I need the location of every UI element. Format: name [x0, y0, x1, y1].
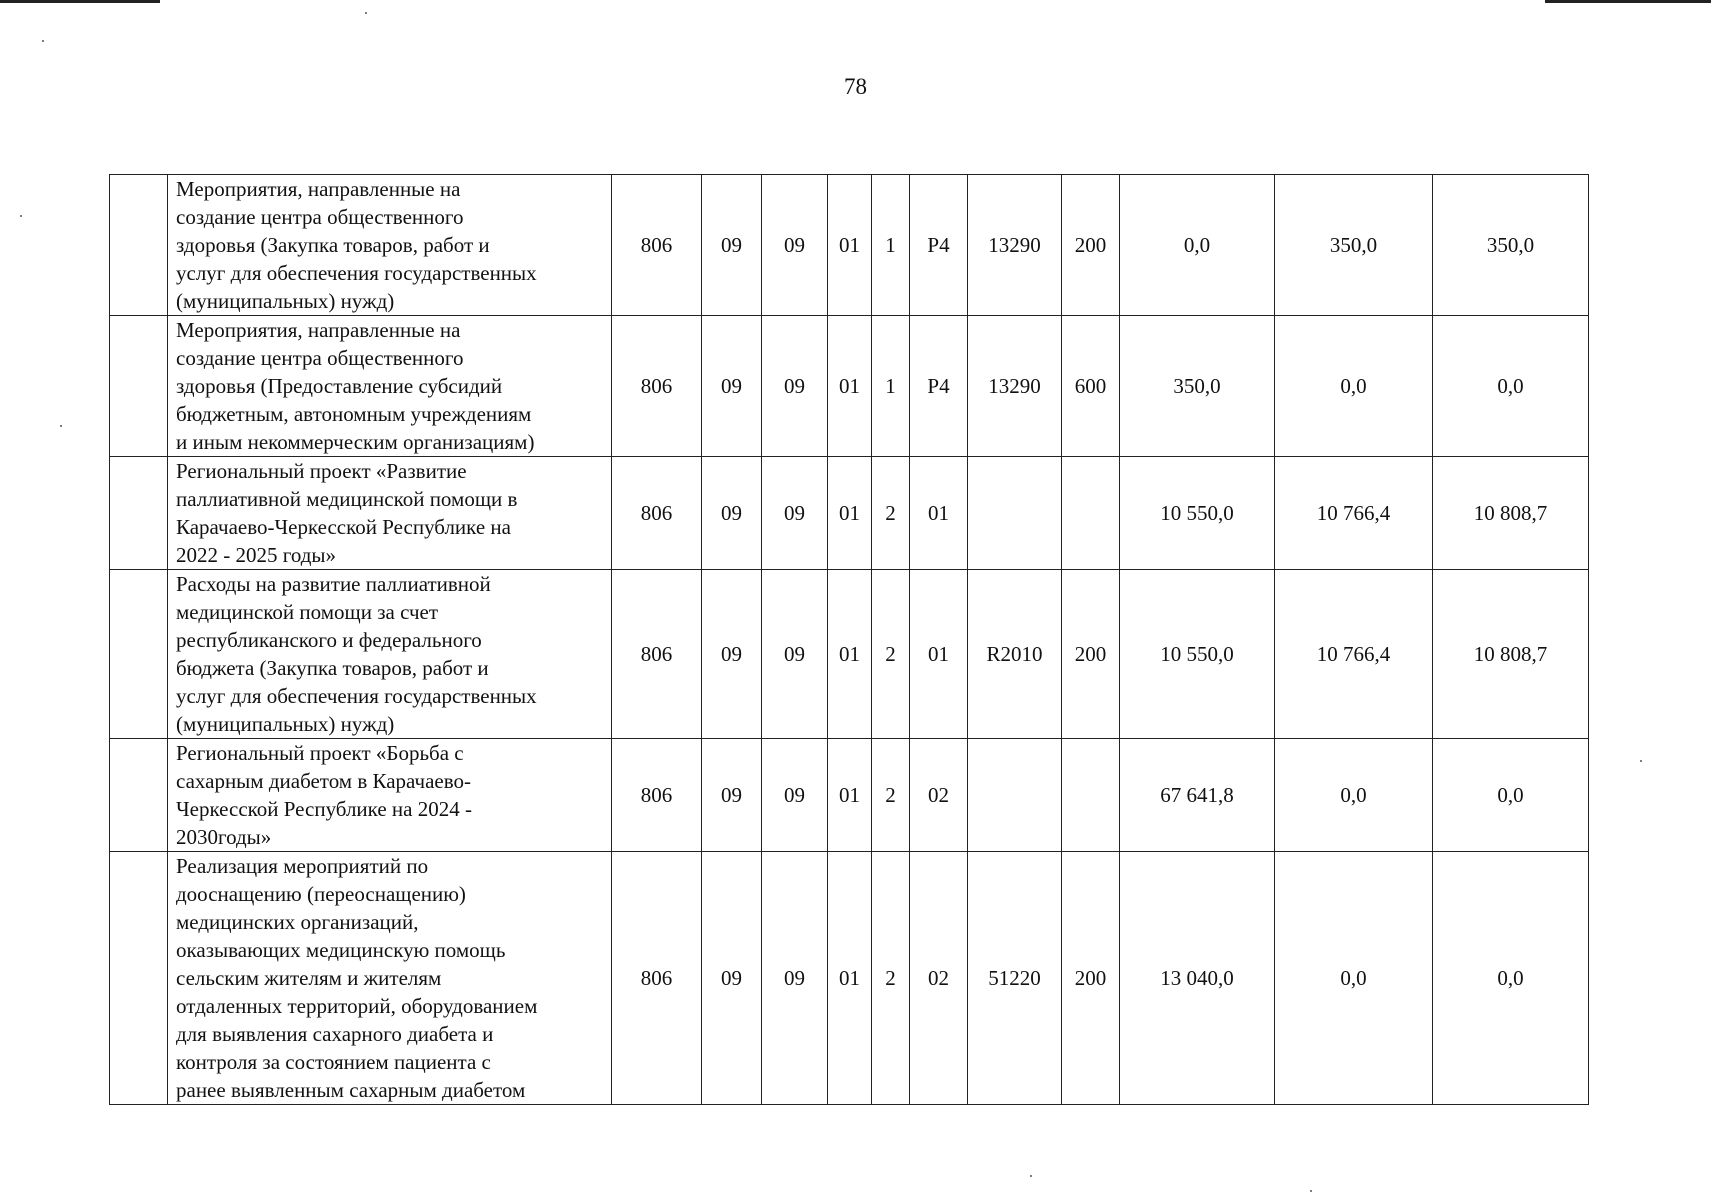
scan-edge-line-left [0, 0, 160, 3]
amount-year-1: 67 641,8 [1120, 739, 1275, 852]
scan-speck [20, 215, 22, 217]
amount-year-1: 350,0 [1120, 316, 1275, 457]
target-article-part-1: 01 [828, 570, 872, 739]
table-row [110, 316, 1589, 457]
scan-speck [1030, 1175, 1032, 1177]
section-code: 09 [702, 739, 762, 852]
expense-type-code: 200 [1062, 852, 1120, 1105]
row-index-cell [110, 852, 168, 1105]
amount-year-2: 10 766,4 [1275, 457, 1433, 570]
page-number: 78 [844, 74, 867, 99]
subsection-code: 09 [762, 457, 828, 570]
table-row [110, 570, 1589, 739]
item-name: Региональный проект «Развитие паллиативной медицинской помощи в Карачаево-Черкесской Республике на 2022 - 2025 годы» [168, 457, 612, 570]
table-row [110, 739, 1589, 852]
amount-year-3: 0,0 [1433, 852, 1589, 1105]
amount-year-3: 10 808,7 [1433, 457, 1589, 570]
budget-table [109, 174, 1589, 1105]
target-article-part-2: 2 [872, 852, 910, 1105]
item-name: Мероприятия, направленные на создание центра общественного здоровья (Закупка товаров, работ и услуг для обеспечения государственных (муниципальных) нужд) [168, 175, 612, 316]
table-row [110, 852, 1589, 1105]
scan-edge-line-right [1545, 0, 1711, 3]
section-code: 09 [702, 175, 762, 316]
expense-type-code [1062, 457, 1120, 570]
item-name: Мероприятия, направленные на создание центра общественного здоровья (Предоставление субсидий бюджетным, автономным учреждениям и иным некоммерческим организациям) [168, 316, 612, 457]
grbs-code: 806 [612, 175, 702, 316]
target-article-part-3: P4 [910, 175, 968, 316]
amount-year-2: 0,0 [1275, 316, 1433, 457]
target-article-part-1: 01 [828, 175, 872, 316]
target-article-part-4 [968, 739, 1062, 852]
target-article-part-3: 01 [910, 570, 968, 739]
target-article-part-3: P4 [910, 316, 968, 457]
amount-year-3: 0,0 [1433, 316, 1589, 457]
amount-year-2: 10 766,4 [1275, 570, 1433, 739]
target-article-part-4: R2010 [968, 570, 1062, 739]
target-article-part-3: 02 [910, 739, 968, 852]
row-index-cell [110, 570, 168, 739]
row-index-cell [110, 457, 168, 570]
row-index-cell [110, 739, 168, 852]
grbs-code: 806 [612, 852, 702, 1105]
target-article-part-4 [968, 457, 1062, 570]
scan-speck [1640, 760, 1642, 762]
section-code: 09 [702, 457, 762, 570]
table-row [110, 457, 1589, 570]
target-article-part-2: 2 [872, 570, 910, 739]
target-article-part-4: 13290 [968, 316, 1062, 457]
target-article-part-3: 02 [910, 852, 968, 1105]
row-index-cell [110, 316, 168, 457]
section-code: 09 [702, 852, 762, 1105]
amount-year-2: 350,0 [1275, 175, 1433, 316]
amount-year-3: 0,0 [1433, 739, 1589, 852]
item-name: Региональный проект «Борьба с сахарным диабетом в Карачаево- Черкесской Республике на 2024 - 2030годы» [168, 739, 612, 852]
subsection-code: 09 [762, 739, 828, 852]
expense-type-code: 200 [1062, 570, 1120, 739]
amount-year-1: 10 550,0 [1120, 457, 1275, 570]
target-article-part-2: 1 [872, 175, 910, 316]
target-article-part-1: 01 [828, 457, 872, 570]
section-code: 09 [702, 570, 762, 739]
grbs-code: 806 [612, 316, 702, 457]
grbs-code: 806 [612, 457, 702, 570]
subsection-code: 09 [762, 852, 828, 1105]
target-article-part-1: 01 [828, 739, 872, 852]
scan-speck [1310, 1190, 1312, 1192]
target-article-part-2: 1 [872, 316, 910, 457]
amount-year-1: 0,0 [1120, 175, 1275, 316]
scan-speck [60, 425, 62, 427]
item-name: Расходы на развитие паллиативной медицинской помощи за счет республиканского и федерального бюджета (Закупка товаров, работ и услуг для обеспечения государственных (муниципальных) нужд) [168, 570, 612, 739]
expense-type-code: 600 [1062, 316, 1120, 457]
expense-type-code: 200 [1062, 175, 1120, 316]
target-article-part-4: 51220 [968, 852, 1062, 1105]
subsection-code: 09 [762, 175, 828, 316]
item-name: Реализация мероприятий по дооснащению (переоснащению) медицинских организаций, оказывающих медицинскую помощь сельским жителям и жителям отдаленных территорий, оборудованием для выявления сахарного диабета и контроля за состоянием пациента с ранее выявленным сахарным диабетом [168, 852, 612, 1105]
amount-year-3: 10 808,7 [1433, 570, 1589, 739]
subsection-code: 09 [762, 316, 828, 457]
target-article-part-1: 01 [828, 316, 872, 457]
amount-year-1: 10 550,0 [1120, 570, 1275, 739]
target-article-part-4: 13290 [968, 175, 1062, 316]
target-article-part-2: 2 [872, 457, 910, 570]
grbs-code: 806 [612, 570, 702, 739]
row-index-cell [110, 175, 168, 316]
target-article-part-1: 01 [828, 852, 872, 1105]
amount-year-2: 0,0 [1275, 852, 1433, 1105]
amount-year-2: 0,0 [1275, 739, 1433, 852]
table-row [110, 175, 1589, 316]
target-article-part-2: 2 [872, 739, 910, 852]
grbs-code: 806 [612, 739, 702, 852]
scan-speck [42, 40, 44, 42]
section-code: 09 [702, 316, 762, 457]
subsection-code: 09 [762, 570, 828, 739]
expense-type-code [1062, 739, 1120, 852]
scan-speck [365, 12, 367, 14]
amount-year-3: 350,0 [1433, 175, 1589, 316]
amount-year-1: 13 040,0 [1120, 852, 1275, 1105]
target-article-part-3: 01 [910, 457, 968, 570]
